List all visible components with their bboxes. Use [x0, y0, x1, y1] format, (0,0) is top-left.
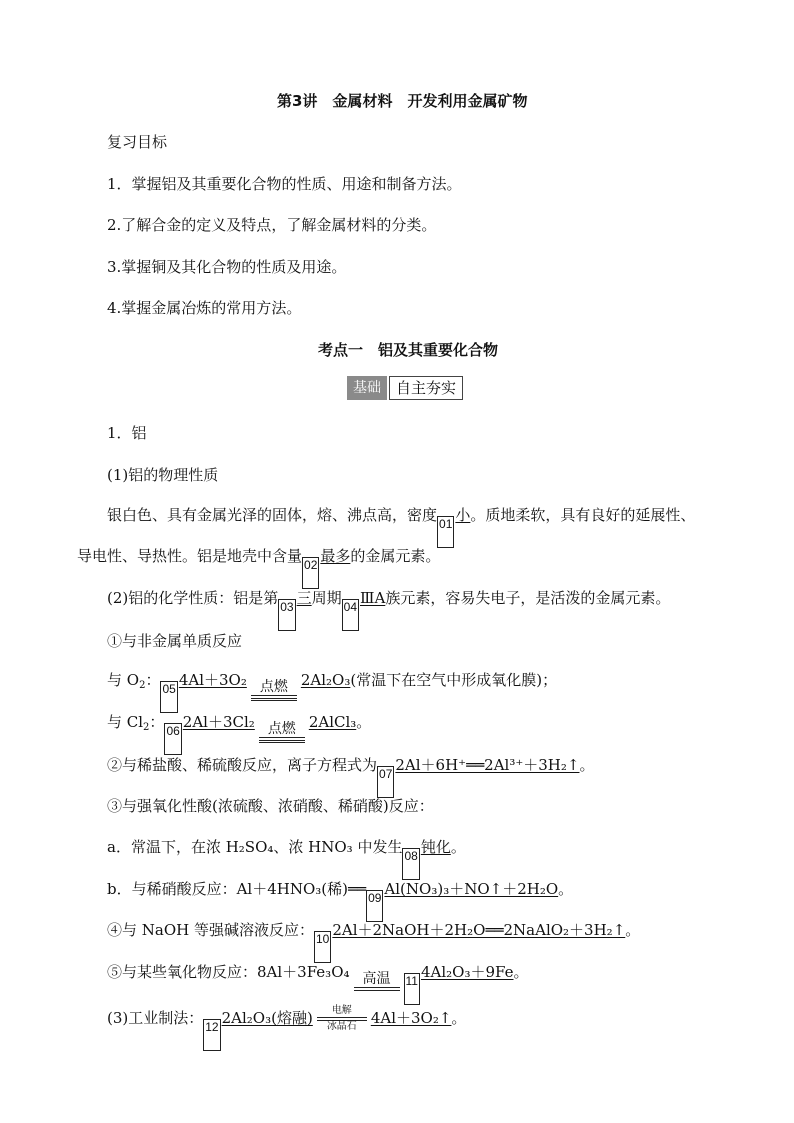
blank-number: 06 — [164, 723, 181, 755]
reaction-condition — [259, 722, 305, 743]
subscript: 2 — [143, 722, 150, 733]
text: (3)工业制法： — [107, 1009, 204, 1027]
text: ： — [149, 713, 165, 731]
subscript: 2 — [139, 680, 146, 691]
blank-number: 12 — [203, 1019, 220, 1051]
blank-number: 02 — [302, 557, 319, 589]
reaction-condition — [317, 1006, 367, 1032]
text: a．常温下，在浓 H₂SO₄、浓 HNO₃ 中发生 — [107, 838, 403, 856]
goal-4: 4.掌握金属冶炼的常用方法。 — [107, 299, 302, 317]
text: b．与稀硝酸反应：Al＋4HNO₃(稀)══ — [107, 880, 367, 898]
goal-2: 2.了解合金的定义及特点，了解金属材料的分类。 — [107, 216, 437, 234]
condition-top: 电解 — [331, 1005, 352, 1016]
item-oxidizing-acid: ③与强氧化性酸(浓硫酸、浓硝酸、稀硝酸)反应： — [107, 797, 434, 815]
answer: 钝化 — [420, 838, 451, 856]
answer: Al(NO₃)₃＋NO↑＋2H₂O — [384, 880, 559, 898]
eq-thermite — [107, 962, 529, 1005]
badge-left: 基础 — [347, 376, 387, 400]
answer-lhs: 2Al₂O₃(熔融) — [221, 1009, 313, 1027]
blank-number: 09 — [366, 890, 383, 922]
para-physical-2 — [77, 546, 440, 589]
blank-number: 01 — [437, 516, 454, 548]
eq-industrial — [107, 1006, 466, 1051]
eq-o2 — [107, 670, 557, 713]
text: ②与稀盐酸、稀硫酸反应，离子方程式为 — [107, 756, 378, 774]
text: (2)铝的化学性质：铝是第 — [107, 589, 279, 607]
text: 族元素，容易失电子，是活泼的金属元素。 — [385, 589, 671, 607]
text: 。 — [625, 921, 641, 939]
blank-number: 10 — [314, 931, 331, 963]
para-chemical — [107, 588, 670, 631]
blank-number: 05 — [160, 681, 177, 713]
answer: 2Al＋6H⁺══2Al³⁺＋3H₂↑ — [395, 756, 580, 774]
text: 。 — [513, 963, 529, 981]
text: 导电性、导热性。铝是地壳中含量 — [77, 547, 303, 565]
reaction-condition — [354, 972, 400, 992]
text: 与 Cl — [107, 713, 144, 731]
text: 。 — [579, 756, 595, 774]
reaction-condition — [251, 680, 297, 701]
blank-number: 03 — [278, 599, 295, 631]
para-physical-1 — [107, 505, 695, 548]
answer-lhs: 2Al＋3Cl₂ — [182, 713, 255, 731]
answer: 2Al＋2NaOH＋2H₂O══2NaAlO₂＋3H₂↑ — [332, 921, 626, 939]
page-title: 第3讲 金属材料 开发利用金属矿物 — [277, 92, 528, 110]
text: 。 — [356, 713, 372, 731]
answer-rhs: 2Al₂O₃ — [300, 671, 351, 689]
answer: 最多 — [320, 547, 351, 565]
eq-passivation — [107, 837, 466, 880]
text: ④与 NaOH 等强碱溶液反应： — [107, 921, 314, 939]
answer-lhs: 4Al＋3O₂ — [178, 671, 247, 689]
condition-text: 点燃 — [259, 679, 288, 695]
answer-rhs: 4Al＋3O₂↑ — [370, 1009, 452, 1027]
eq-cl2 — [107, 712, 371, 755]
text: ⑤与某些氧化物反应：8Al＋3Fe₃O₄ — [107, 963, 350, 981]
heading-physical: (1)铝的物理性质 — [107, 466, 219, 484]
answer-rhs: 2AlCl₃ — [308, 713, 357, 731]
text: (常温下在空气中形成氧化膜)； — [350, 671, 558, 689]
item-nonmetal: ①与非金属单质反应 — [107, 632, 243, 650]
condition-text: 点燃 — [267, 721, 296, 737]
text: ： — [145, 671, 161, 689]
text: 。 — [558, 880, 574, 898]
text: 。质地柔软，具有良好的延展性、 — [470, 506, 696, 524]
eq-naoh — [107, 920, 640, 963]
goal-3: 3.掌握铜及其化合物的性质及用途。 — [107, 258, 347, 276]
answer: ⅢA — [360, 589, 386, 607]
section-title: 考点一 铝及其重要化合物 — [318, 341, 499, 359]
answer: 小 — [455, 506, 471, 524]
goal-1: 1．掌握铝及其重要化合物的性质、用途和制备方法。 — [107, 175, 462, 193]
badge — [347, 376, 463, 400]
text: 周期 — [311, 589, 342, 607]
text: 。 — [450, 838, 466, 856]
blank-number: 11 — [404, 973, 420, 1005]
text: 的金属元素。 — [350, 547, 441, 565]
text: 与 O — [107, 671, 140, 689]
condition-text: 高温 — [362, 971, 391, 987]
text: 。 — [451, 1009, 467, 1027]
blank-number: 04 — [342, 599, 359, 631]
blank-number: 07 — [377, 766, 394, 798]
heading-aluminum: 1．铝 — [107, 424, 147, 442]
eq-acid — [107, 755, 594, 798]
text: 银白色、具有金属光泽的固体，熔、沸点高，密度 — [107, 506, 438, 524]
answer: 4Al₂O₃＋9Fe — [420, 963, 514, 981]
review-heading: 复习目标 — [107, 133, 168, 151]
badge-right: 自主夯实 — [389, 376, 463, 400]
blank-number: 08 — [402, 848, 419, 880]
eq-dilute-nitric — [107, 879, 573, 922]
condition-bottom: 冰晶石 — [326, 1021, 357, 1032]
answer: 三 — [296, 589, 312, 607]
